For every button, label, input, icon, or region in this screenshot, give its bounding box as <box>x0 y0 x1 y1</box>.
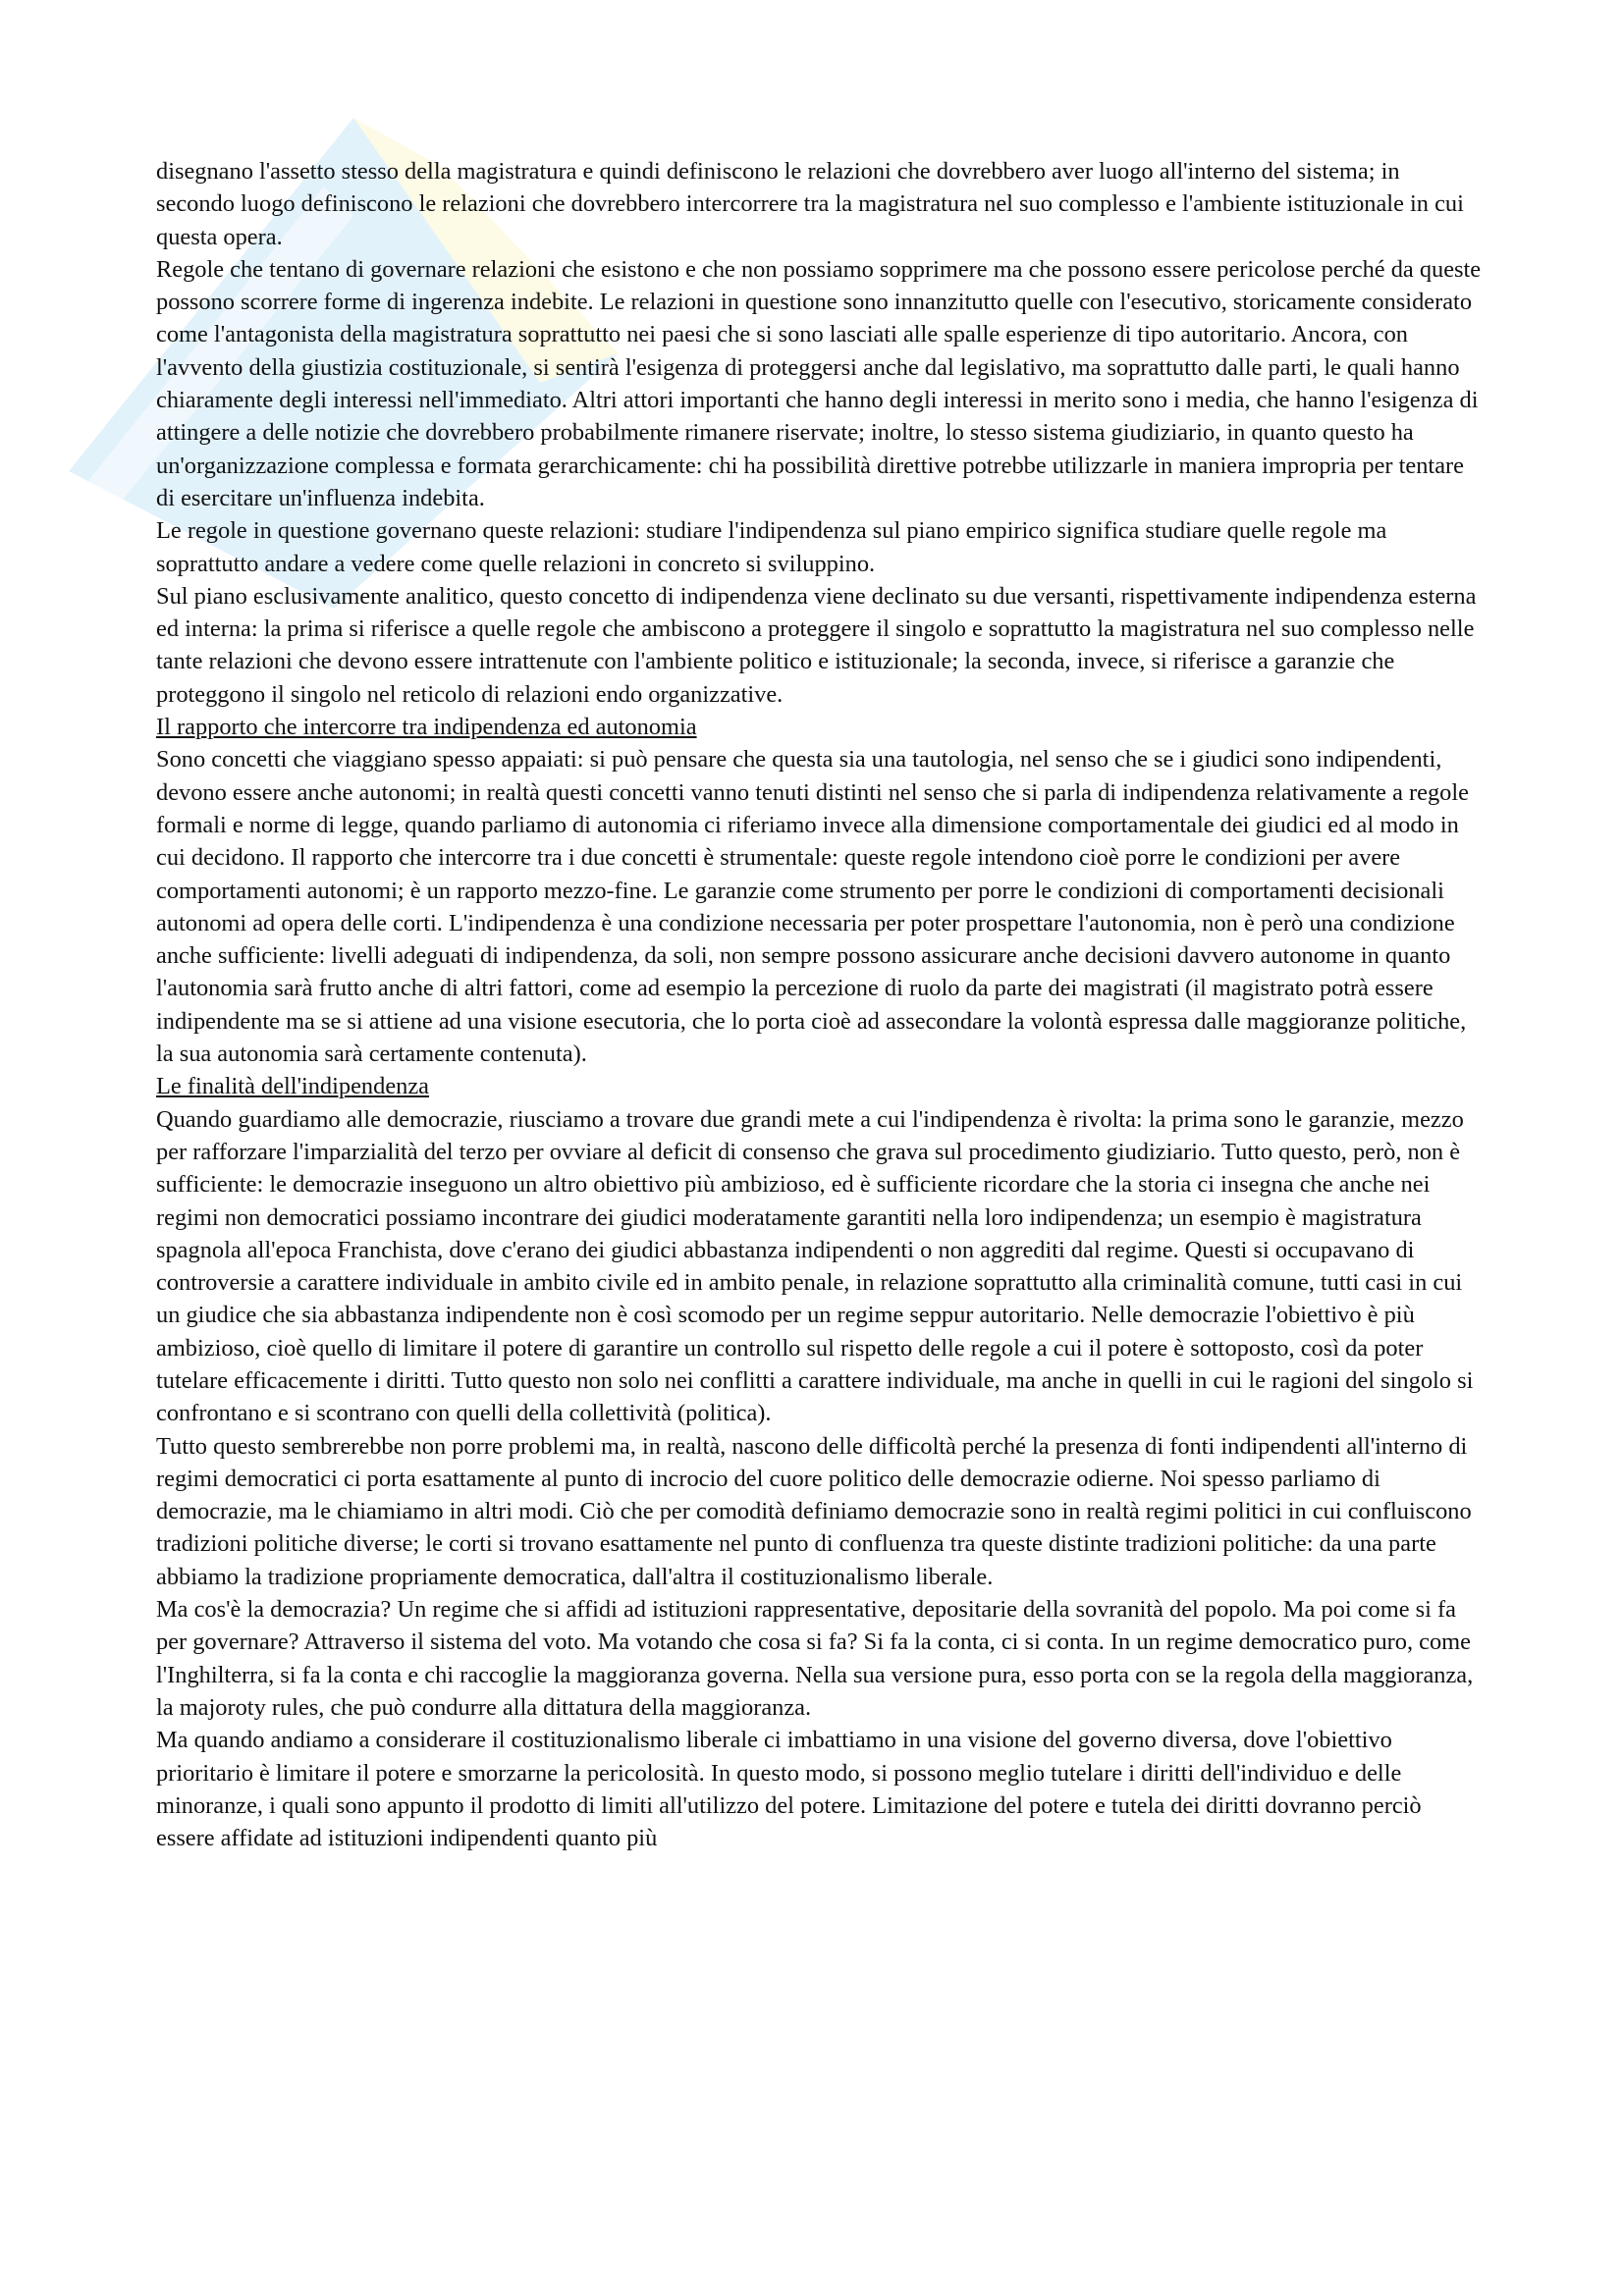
paragraph: disegnano l'assetto stesso della magistratura e quindi definiscono le relazioni che dovrebbero aver luogo all'interno del sistema; in secondo luogo definiscono le relazioni che dovrebbero intercorrere tra la magistratura nel suo complesso e l'ambiente istituzionale in cui questa opera. <box>156 158 1464 250</box>
paragraph: Regole che tentano di governare relazioni che esistono e che non possiamo sopprimere ma che possono essere pericolose perché da queste possono scorrere forme di ingerenza indebite. Le relazioni in questione sono innanzitutto quelle con l'esecutivo, storicamente considerato come l'antagonista della magistratura soprattutto nei paesi che si sono lasciati alle spalle esperienze di tipo autoritario. Ancora, con l'avvento della giustizia costituzionale, si sentirà l'esigenza di proteggersi anche dal legislativo, ma soprattutto dalle parti, le quali hanno chiaramente degli interessi nell'immediato. Altri attori importanti che hanno degli interessi in merito sono i media, che hanno l'esigenza di attingere a delle notizie che dovrebbero probabilmente rimanere riservate; inoltre, lo stesso sistema giudiziario, in quanto questo ha un'organizzazione complessa e formata gerarchicamente: chi ha possibilità direttive potrebbe utilizzarle in maniera impropria per tentare di esercitare un'influenza indebita. <box>156 255 1482 511</box>
paragraph: Le regole in questione governano queste relazioni: studiare l'indipendenza sul piano empirico significa studiare quelle regole ma soprattutto andare a vedere come quelle relazioni in concreto si sviluppino. <box>156 517 1387 577</box>
paragraph: Sul piano esclusivamente analitico, questo concetto di indipendenza viene declinato su due versanti, rispettivamente indipendenza esterna ed interna: la prima si riferisce a quelle regole che ambiscono a proteggere il singolo e soprattutto la magistratura nel suo complesso nelle tante relazioni che devono essere intrattenute con l'ambiente politico e istituzionale; la seconda, invece, si riferisce a garanzie che proteggono il singolo nel reticolo di relazioni endo organizzative. <box>156 582 1477 708</box>
paragraph: Quando guardiamo alle democrazie, riusciamo a trovare due grandi mete a cui l'indipendenza è rivolta: la prima sono le garanzie, mezzo per rafforzare l'imparzialità del terzo per ovviare al deficit di consenso che grava sul procedimento giudiziario. Tutto questo, però, non è sufficiente: le democrazie inseguono un altro obiettivo più ambizioso, ed è sufficiente ricordare che la storia ci insegna che anche nei regimi non democratici possiamo incontrare dei giudici moderatamente garantiti nella loro indipendenza; un esempio è magistratura spagnola all'epoca Franchista, dove c'erano dei giudici abbastanza indipendenti o non aggrediti dal regime. Questi si occupavano di controversie a carattere individuale in ambito civile ed in ambito penale, in relazione soprattutto alla criminalità comune, tutti casi in cui un giudice che sia abbastanza indipendente non è così scomodo per un regime seppur autoritario. Nelle democrazie l'obiettivo è più ambizioso, cioè quello di limitare il potere di garantire un controllo sul rispetto delle regole a cui il potere è sottoposto, così da poter tutelare efficacemente i diritti. Tutto questo non solo nei conflitti a carattere individuale, ma anche in quelli in cui le ragioni del singolo si confrontano e si scontrano con quelli della collettività (politica). <box>156 1105 1474 1427</box>
paragraph: Ma cos'è la democrazia? Un regime che si affidi ad istituzioni rappresentative, depositarie della sovranità del popolo. Ma poi come si fa per governare? Attraverso il sistema del voto. Ma votando che cosa si fa? Si fa la conta, ci si conta. In un regime democratico puro, come l'Inghilterra, si fa la conta e chi raccoglie la maggioranza governa. Nella sua versione pura, esso porta con se la regola della maggioranza, la majoroty rules, che può condurre alla dittatura della maggioranza. <box>156 1596 1474 1721</box>
document-body <box>156 155 1484 1854</box>
section-heading: Le finalità dell'indipendenza <box>156 1073 429 1100</box>
section-heading: Il rapporto che intercorre tra indipendenza ed autonomia <box>156 714 697 741</box>
paragraph: Tutto questo sembrerebbe non porre problemi ma, in realtà, nascono delle difficoltà perché la presenza di fonti indipendenti all'interno di regimi democratici ci porta esattamente al punto di incrocio del cuore politico delle democrazie odierne. Noi spesso parliamo di democrazie, ma le chiamiamo in altri modi. Ciò che per comodità definiamo democrazie sono in realtà regimi politici in cui confluiscono tradizioni politiche diverse; le corti si trovano esattamente nel punto di confluenza tra queste distinte tradizioni politiche: da una parte abbiamo la tradizione propriamente democratica, dall'altra il costituzionalismo liberale. <box>156 1432 1472 1590</box>
paragraph: Ma quando andiamo a considerare il costituzionalismo liberale ci imbattiamo in una visione del governo diversa, dove l'obiettivo prioritario è limitare il potere e smorzarne la pericolosità. In questo modo, si possono meglio tutelare i diritti dell'individuo e delle minoranze, i quali sono appunto il prodotto di limiti all'utilizzo del potere. Limitazione del potere e tutela dei diritti dovranno perciò essere affidate ad istituzioni indipendenti quanto più <box>156 1727 1422 1852</box>
paragraph: Sono concetti che viaggiano spesso appaiati: si può pensare che questa sia una tautologia, nel senso che se i giudici sono indipendenti, devono essere anche autonomi; in realtà questi concetti vanno tenuti distinti nel senso che si parla di indipendenza relativamente a regole formali e norme di legge, quando parliamo di autonomia ci riferiamo invece alla dimensione comportamentale dei giudici ed al modo in cui decidono. Il rapporto che intercorre tra i due concetti è strumentale: queste regole intendono cioè porre le condizioni per avere comportamenti autonomi; è un rapporto mezzo-fine. Le garanzie come strumento per porre le condizioni di comportamenti decisionali autonomi ad opera delle corti. L'indipendenza è una condizione necessaria per poter prospettare l'autonomia, non è però una condizione anche sufficiente: livelli adeguati di indipendenza, da soli, non sempre possono assicurare anche decisioni davvero autonome in quanto l'autonomia sarà frutto anche di altri fattori, come ad esempio la percezione di ruolo da parte dei magistrati (il magistrato potrà essere indipendente ma se si attiene ad una visione esecutoria, che lo porta cioè ad assecondare la volontà espressa dalle maggioranze politiche, la sua autonomia sarà certamente contenuta). <box>156 746 1469 1068</box>
